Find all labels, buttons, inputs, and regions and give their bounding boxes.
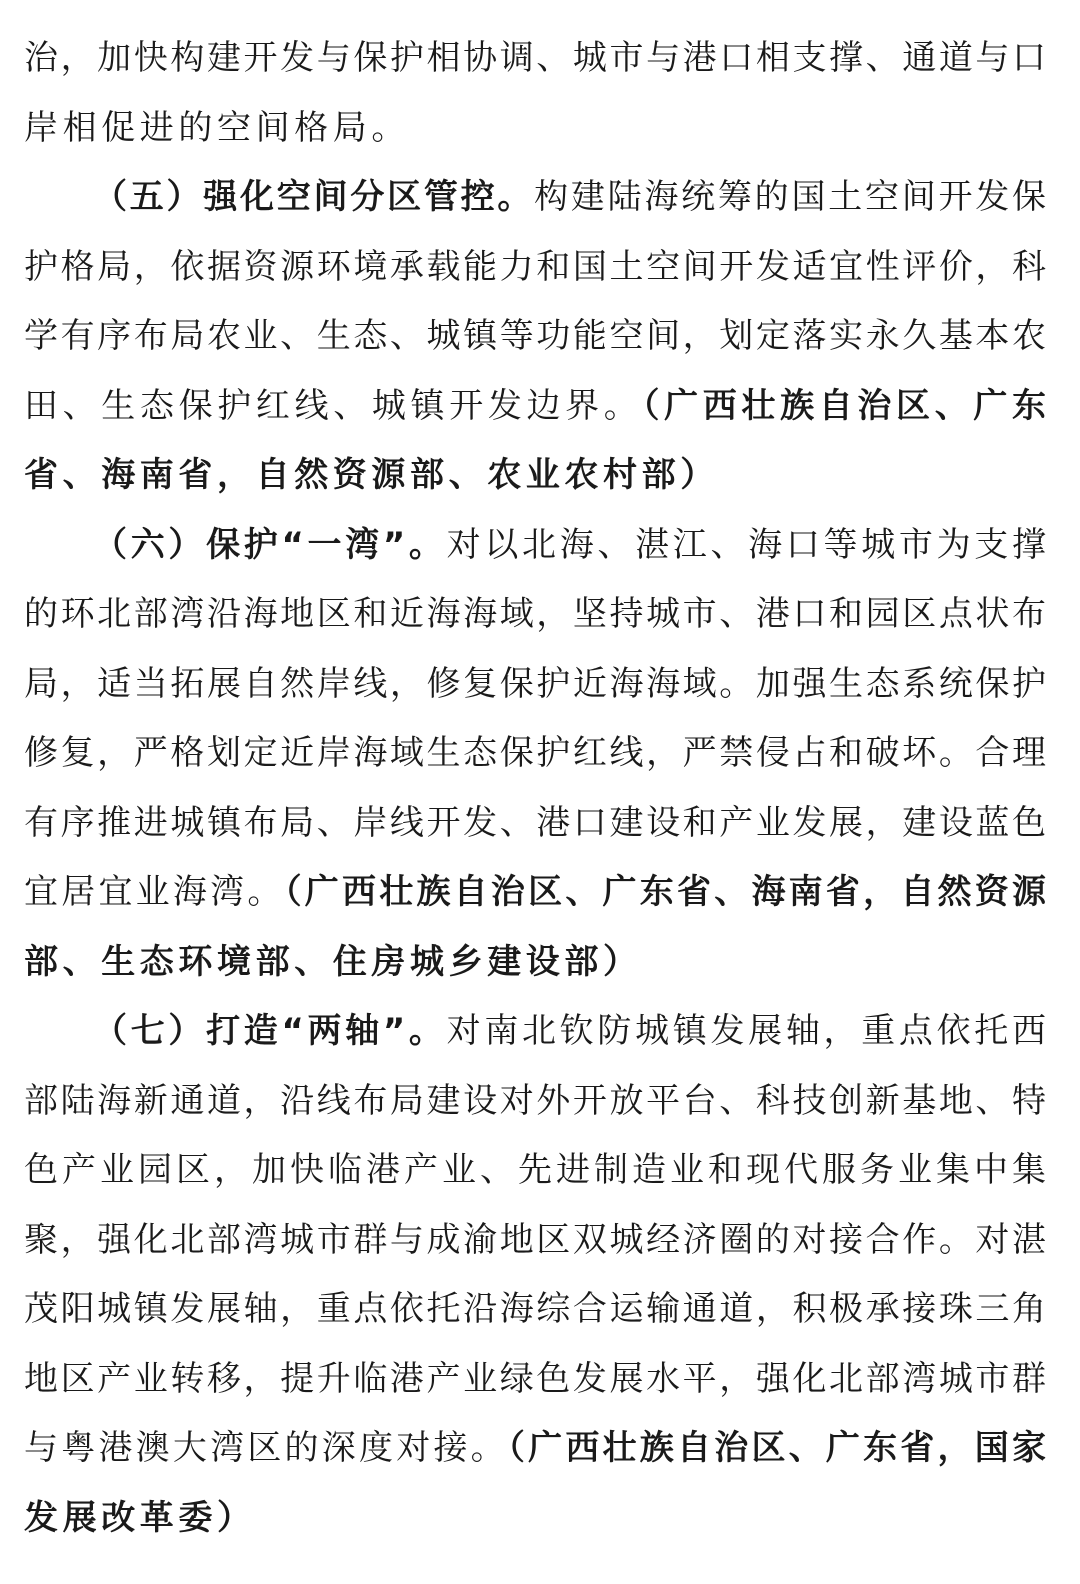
text-line [24,1205,1046,1275]
responsible-parties: 发展改革委） [24,1498,256,1538]
line-text: 部陆海新通道，沿线布局建设对外开放平台、科技创新基地、特 [24,1081,1046,1121]
text-line [24,649,1046,719]
text-line [24,1413,1046,1483]
line-text: 岸相促进的空间格局。 [24,108,410,148]
line-text: 护格局，依据资源环境承载能力和国土空间开发适宜性评价，科 [24,247,1046,287]
section-heading-line [93,162,1046,232]
line-text: 对以北海、湛江、海口等城市为支撑 [446,525,1047,565]
text-line [24,301,1046,371]
text-line [24,371,1046,441]
line-text: 学有序布局农业、生态、城镇等功能空间，划定落实永久基本农 [24,316,1046,356]
text-line [24,93,1046,163]
line-text: 的环北部湾沿海地区和近海海域，坚持城市、港口和园区点状布 [24,594,1046,634]
text-line [24,718,1046,788]
text-line [24,232,1046,302]
section-heading-line [93,510,1046,580]
line-text: 治，加快构建开发与保护相协调、城市与港口相支撑、通道与口 [24,38,1046,78]
line-text: 修复，严格划定近岸海域生态保护红线，严禁侵占和破坏。合理 [24,733,1046,773]
text-line [24,857,1046,927]
line-text: 有序推进城镇布局、岸线开发、港口建设和产业发展，建设蓝色 [24,803,1046,843]
text-line [24,927,1046,997]
section-heading: （五）强化空间分区管控。 [93,177,535,217]
responsible-parties: （广西壮族自治区、广东 [642,386,1047,426]
line-text: 构建陆海统筹的国土空间开发保 [534,177,1047,217]
line-text: 田、生态保护红线、城镇开发边界。 [24,386,643,426]
text-line [24,1483,1046,1553]
line-text: 聚，强化北部湾城市群与成渝地区双城经济圈的对接合作。对湛 [24,1220,1046,1260]
responsible-parties: 省、海南省，自然资源部、农业农村部） [24,455,719,495]
line-text: 与粤港澳大湾区的深度对接。 [24,1428,508,1468]
text-line [24,440,1046,510]
section-heading: （七）打造“两轴”。 [93,1011,447,1051]
text-line [24,23,1046,93]
text-line [24,1274,1046,1344]
text-line [24,788,1046,858]
section-heading-line [93,996,1046,1066]
line-text: 地区产业转移，提升临港产业绿色发展水平，强化北部湾城市群 [24,1359,1046,1399]
text-line [24,579,1046,649]
responsible-parties: 部、生态环境部、住房城乡建设部） [24,942,642,982]
section-heading: （六）保护“一湾”。 [93,525,447,565]
line-text: 对南北钦防城镇发展轴，重点依托西 [446,1011,1047,1051]
line-text: 宜居宜业海湾。 [24,872,285,912]
line-text: 色产业园区，加快临港产业、先进制造业和现代服务业集中集 [24,1150,1046,1190]
responsible-parties: （广西壮族自治区、广东省、海南省，自然资源 [284,872,1047,912]
responsible-parties: （广西壮族自治区、广东省，国家 [507,1428,1047,1468]
text-line [24,1135,1046,1205]
line-text: 局，适当拓展自然岸线，修复保护近海海域。加强生态系统保护 [24,664,1046,704]
text-line [24,1066,1046,1136]
line-text: 茂阳城镇发展轴，重点依托沿海综合运输通道，积极承接珠三角 [24,1289,1046,1329]
text-line [24,1344,1046,1414]
